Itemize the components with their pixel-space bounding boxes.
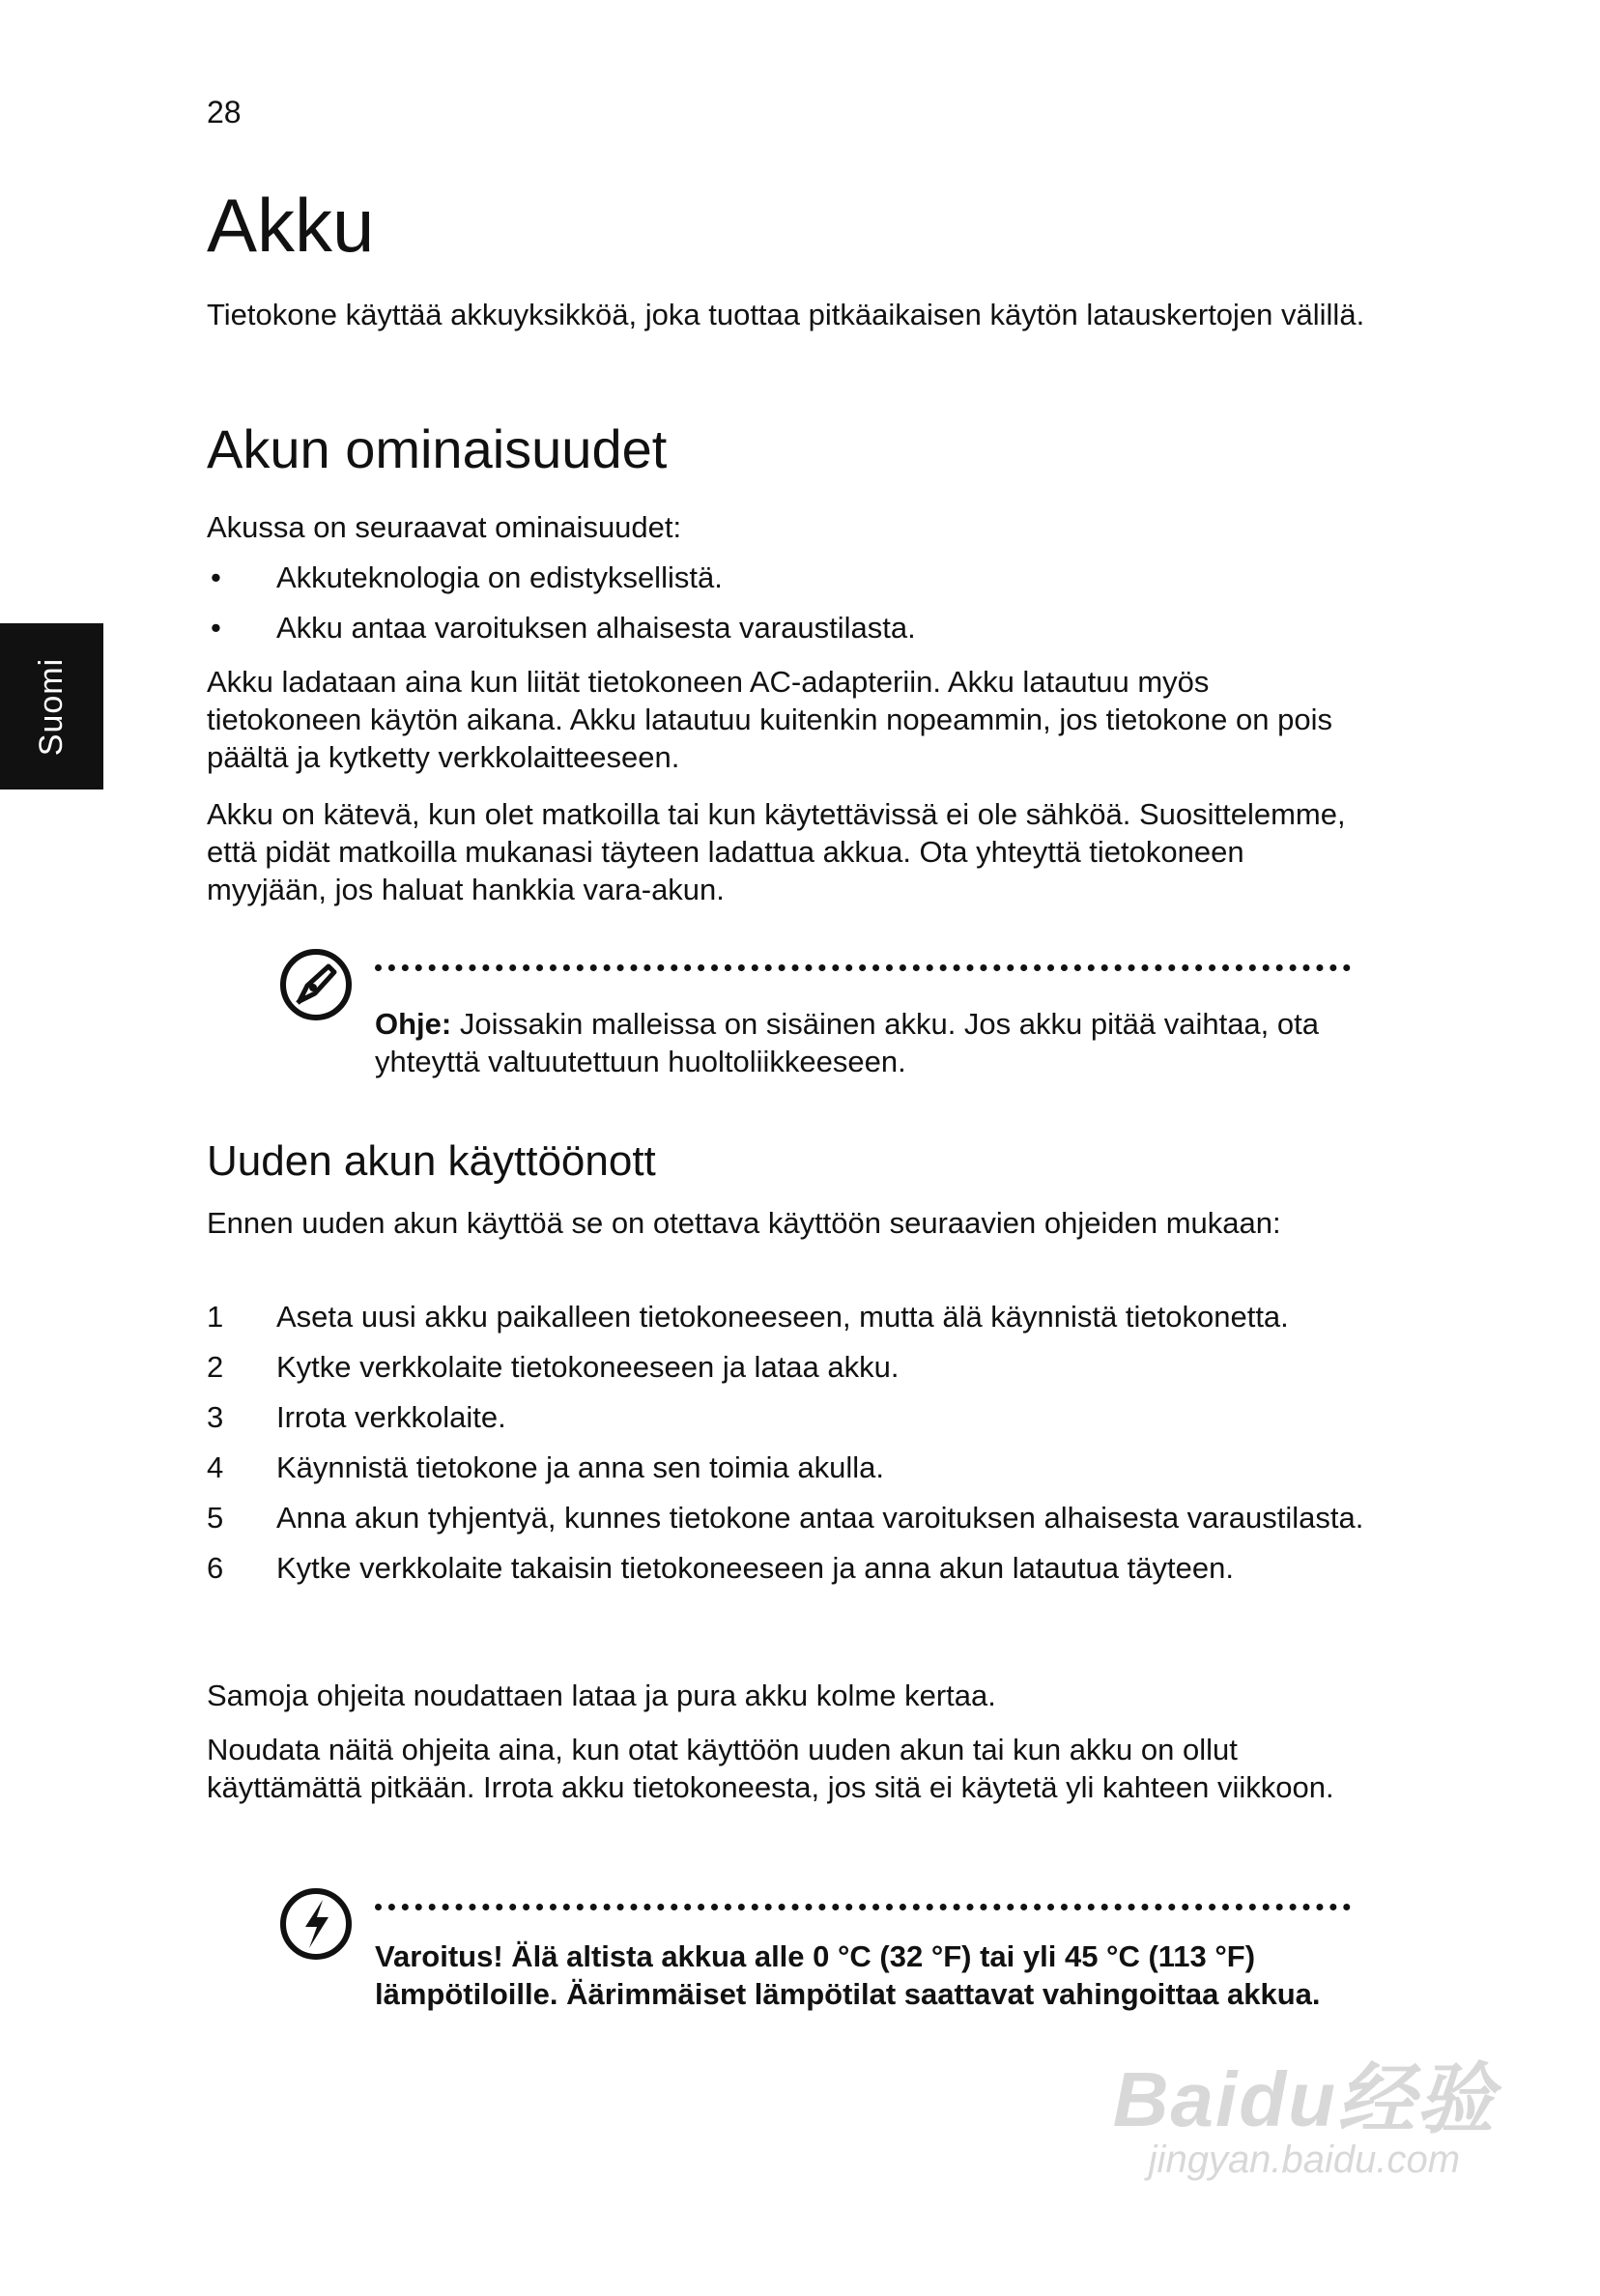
warning-divider (375, 1904, 1351, 1910)
list-item: • Akkuteknologia on edistyksellistä. (207, 559, 1366, 596)
list-item: 6 Kytke verkkolaite takaisin tietokoneeseen ja anna akun latautua täyteen. (207, 1551, 1234, 1585)
note-body: Joissakin malleissa on sisäinen akku. Jos akku pitää vaihtaa, ota yhteyttä valtuutettuun huoltoliikkeeseen. (375, 1007, 1319, 1078)
feature-list (207, 559, 1366, 659)
page-title: Akku (207, 183, 375, 268)
watermark (1113, 2037, 1496, 2182)
list-item: 1 Aseta uusi akku paikalleen tietokoneeseen, mutta älä käynnistä tietokonetta. (207, 1300, 1289, 1334)
warning-text: Varoitus! Älä altista akkua alle 0 °C (32 °F) tai yli 45 °C (113 °F) lämpötiloille. Äärimmäiset lämpötilat saattavat vahingoittaa akkua. (375, 1939, 1321, 2011)
note-divider (375, 964, 1351, 971)
steps-list (207, 1298, 1366, 1599)
travel-paragraph: Akku on kätevä, kun olet matkoilla tai kun käytettävissä ei ole sähköä. Suosittelemme, että pidät matkoilla mukanasi täyteen ladattua akkua. Ota yhteyttä tietokoneen myyjään, jos haluat hankkia vara-akun. (207, 797, 1346, 906)
subsection-heading: Uuden akun käyttöönott (207, 1137, 656, 1185)
section-heading: Akun ominaisuudet (207, 418, 668, 479)
subsection-lead: Ennen uuden akun käyttöä se on otettava käyttöön seuraavien ohjeiden mukaan: (207, 1206, 1281, 1240)
note-pen-icon (278, 947, 354, 1022)
warning-lightning-icon (278, 1886, 354, 1962)
intro-paragraph: Tietokone käyttää akkuyksikköä, joka tuottaa pitkäaikaisen käytön latauskertojen välillä. (207, 298, 1365, 331)
watermark-url: jingyan.baidu.com (1148, 2138, 1461, 2181)
list-item: 4 Käynnistä tietokone ja anna sen toimia akulla. (207, 1450, 885, 1484)
repeat-paragraph: Samoja ohjeita noudattaen lataa ja pura akku kolme kertaa. (207, 1679, 996, 1712)
page-number: 28 (207, 95, 242, 129)
list-item: • Akku antaa varoituksen alhaisesta varaustilasta. (207, 609, 1366, 646)
list-item: 2 Kytke verkkolaite tietokoneeseen ja lataa akku. (207, 1350, 900, 1384)
note-label: Ohje: (375, 1007, 452, 1041)
language-side-tab (0, 623, 103, 789)
watermark-brand: Baidu经验 (1112, 2056, 1496, 2142)
note-text (375, 1005, 1341, 1080)
side-tab-label: Suomi (33, 657, 70, 756)
section-lead: Akussa on seuraavat ominaisuudet: (207, 510, 682, 544)
usage-paragraph: Noudata näitä ohjeita aina, kun otat käyttöön uuden akun tai kun akku on ollut käyttämättä pitkään. Irrota akku tietokoneesta, jos sitä ei käytetä yli kahteen viikkoon. (207, 1733, 1334, 1804)
charging-paragraph: Akku ladataan aina kun liität tietokoneen AC-adapteriin. Akku latautuu myös tietokoneen käytön aikana. Akku latautuu kuitenkin nopeammin, jos tietokone on pois päältä ja kytketty verkkolaitteeseen. (207, 665, 1332, 774)
list-item: 5 Anna akun tyhjentyä, kunnes tietokone antaa varoituksen alhaisesta varaustilasta. (207, 1501, 1364, 1535)
list-item: 3 Irrota verkkolaite. (207, 1400, 506, 1434)
